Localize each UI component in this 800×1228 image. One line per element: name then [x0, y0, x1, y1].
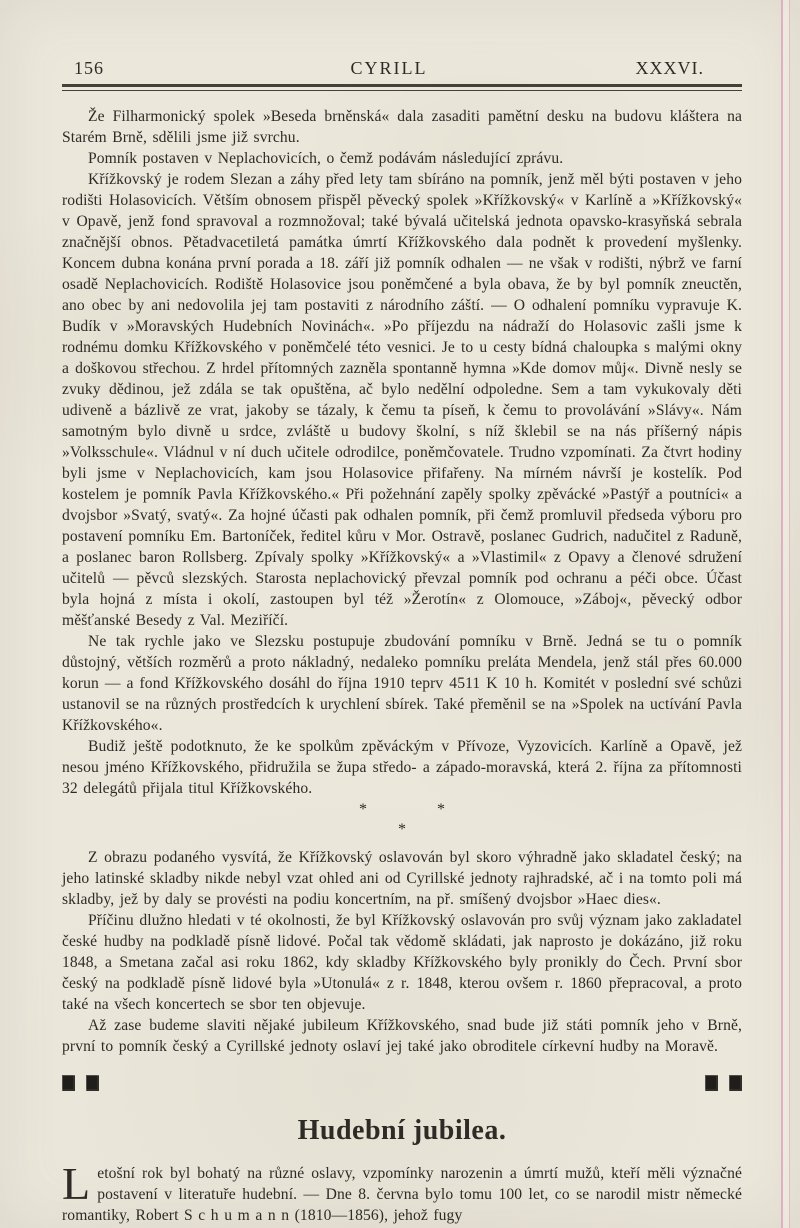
- paragraph: Že Filharmonický spolek »Beseda brněnská« dala zasaditi pamětní desku na budovu kláštera na Starém Brně, sdělili jsme již svrchu.: [62, 108, 742, 146]
- right-ink-marks: [705, 1075, 742, 1091]
- paragraph: Až zase budeme slaviti nějaké jubileum Křížkovského, snad bude již státi pomník jeho v Brně, první to pomník český a Cyrillské jednoty oslaví jej také jako obroditele církevní hudby na Moravě.: [62, 1017, 742, 1055]
- ink-mark: [729, 1075, 742, 1091]
- asterisk: *: [437, 801, 445, 818]
- asterisk: *: [398, 821, 406, 838]
- volume-number: XXXVI.: [635, 58, 704, 78]
- pink-margin-line: [781, 0, 790, 1228]
- journal-title: CYRILL: [350, 58, 428, 78]
- section-heading: Hudební jubilea.: [297, 1115, 507, 1146]
- ink-marks-row: [62, 1075, 742, 1091]
- paragraph: Křížkovský je rodem Slezan a záhy před lety tam sbíráno na pomník, jenž měl býti postaven v jeho rodišti Holasovicích. Větším obnosem přispěl pěvecký spolek »Křížkovský« v Karlíně a »Křížkovský« v Opavě, jenž fond spravoval a rozmnožoval; také bývalá učitelská jednota opavsko-krasyňská sebrala značnější obnos. Pětadvacetiletá památka úmrtí Křížkovského dala podnět k provedení myšlenky. Koncem dubna konána první porada a 18. září již pomník odhalen — ne však v rodišti, nýbrž ve farní osadě Neplachovicích. Rodiště Holasovice jsou poněmčené a byla obava, že by byl pomník zneuctěn, ano obec by ani nedovolila jej tam postaviti z národního záští. — O odhalení pomníku vypravuje K. Budík v »Moravských Hudebních Novinách«. »Po příjezdu na nádraží do Holasovic zašli jsme k rodnému domku Křížkovského v poněmčelé této vesnici. Je to u cesty bídná chaloupka s malými okny a doškovou střechou. Z hrdel přítomných zazněla spontanně hymna »Kde domov můj«. Divně nesly se zvuky dědinou, jež zdála se tak opuštěna, ač bylo nedělní odpoledne. Sem a tam vykukovaly děti udiveně a bázlivě ze vrat, jakoby se tázaly, k čemu ta píseň, k čemu to provolávání »Slávy«. Nám samotným bylo divně u srdce, zvláště u budovy školní, s níž šklebil se na nás příšerný nápis »Volksschule«. Vládnul v ní duch učitele odrodilce, poněmčovatele. Trudno vzpomínati. Za čtvrt hodiny byli jsme v Neplachovicích, kam jsou Holasovice přifařeny. Na mírném návrší je kostelík. Pod kostelem je pomník Pavla Křížkovského.« Při požehnání zapěly spolky zpěvácké »Pastýř a poutníci« a dvojsbor »Svatý, svatý«. Za hojné účasti pak odhalen pomník, při čemž promluvil předseda výboru pro postavení pomníku Em. Bartoníček, ředitel kůru v Mor. Ostravě, poslanec Gudrich, nadučitel z Raduně, a poslanec baron Rollsberg. Zpívaly spolky »Křížkovský« a »Vlastimil« z Opavy a členové sdružení učitelů — pěvců slezských. Starosta neplachovický převzal pomník pod ochranu a péči obce. Účast byla hojná z místa i okolí, zastoupen byl též »Žerotín« z Olomouce, »Záboj«, pěvecký odbor měšťanské Besedy z Val. Meziříčí.: [62, 171, 742, 629]
- asterisk-separator: [62, 803, 742, 845]
- article-memorial: [62, 106, 742, 1057]
- drop-cap: L: [62, 1158, 91, 1209]
- ink-mark: [86, 1075, 99, 1091]
- asterisk-row: [359, 803, 445, 817]
- header-double-rule: [62, 84, 742, 91]
- article-jubilees-opening: [62, 1158, 742, 1226]
- opening-text: etošní rok byl bohatý na různé oslavy, vzpomínky narozenin a úmrtí mužů, kteří měli význačné postavení v literatuře hudební. — Dne 8. června bylo tomu 100 let, co se narodil mistr německé romantiky, Robert S c h u m a n n (1810—1856), jehož fugy: [62, 1165, 742, 1224]
- paragraph: Ne tak rychle jako ve Slezsku postupuje zbudování pomníku v Brně. Jedná se tu o pomník důstojný, větších rozměrů a proto nákladný, nedaleko pomníku preláta Mendela, jenž stál přes 60.000 korun — a fond Křížkovského dosáhl do října 1910 teprv 4511 K 10 h. Komitét v poslední své schůzi ustanovil se na různých prostředcích k urychlení sbírek. Také přeměnil se na »Spolek na uctívání Pavla Křížkovského«.: [62, 633, 742, 734]
- left-ink-marks: [62, 1075, 99, 1091]
- ink-mark: [705, 1075, 718, 1091]
- ink-mark: [62, 1075, 75, 1091]
- running-head: [62, 58, 742, 79]
- paragraph: Budiž ještě podotknuto, že ke spolkům zpěváckým v Přívoze, Vyzovicích. Karlíně a Opavě, jež nesou jméno Křížkovského, přidružila se župa středo- a západo-moravská, která 2. října za přítomnosti 32 delegátů přijala titul Křížkovského.: [62, 738, 742, 797]
- page-number: 156: [74, 58, 104, 78]
- paragraph: Příčinu dlužno hledati v té okolnosti, že byl Křížkovský oslavován pro svůj význam jako zakladatel české hudby na podkladě písně lidové. Počal tak vědomě skládati, jak naprosto je dokázáno, již roku 1848, a Smetana začal asi roku 1862, kdy skladby Křížkovského byly pronikly do Čech. První sbor český na podkladě písně lidové byla »Utonulá« z r. 1848, kterou ovšem r. 1860 přepracoval, a proto také na všech koncertech se sbor ten objevuje.: [62, 912, 742, 1013]
- asterisk: *: [359, 801, 367, 818]
- page-content: [62, 58, 742, 1226]
- paragraph: Pomník postaven v Neplachovicích, o čemž podávám následující zprávu.: [88, 150, 564, 167]
- paragraph: Z obrazu podaného vysvítá, že Křížkovský oslavován byl skoro výhradně jako skladatel český; na jeho latinské skladby nikde nebyl vzat ohled ani od Cyrillské jednoty rajhradské, ač i na tomto poli má skladby, jež by daly se provésti na podiu koncertním, na př. smíšený dvojsbor »Haec dies«.: [62, 849, 742, 908]
